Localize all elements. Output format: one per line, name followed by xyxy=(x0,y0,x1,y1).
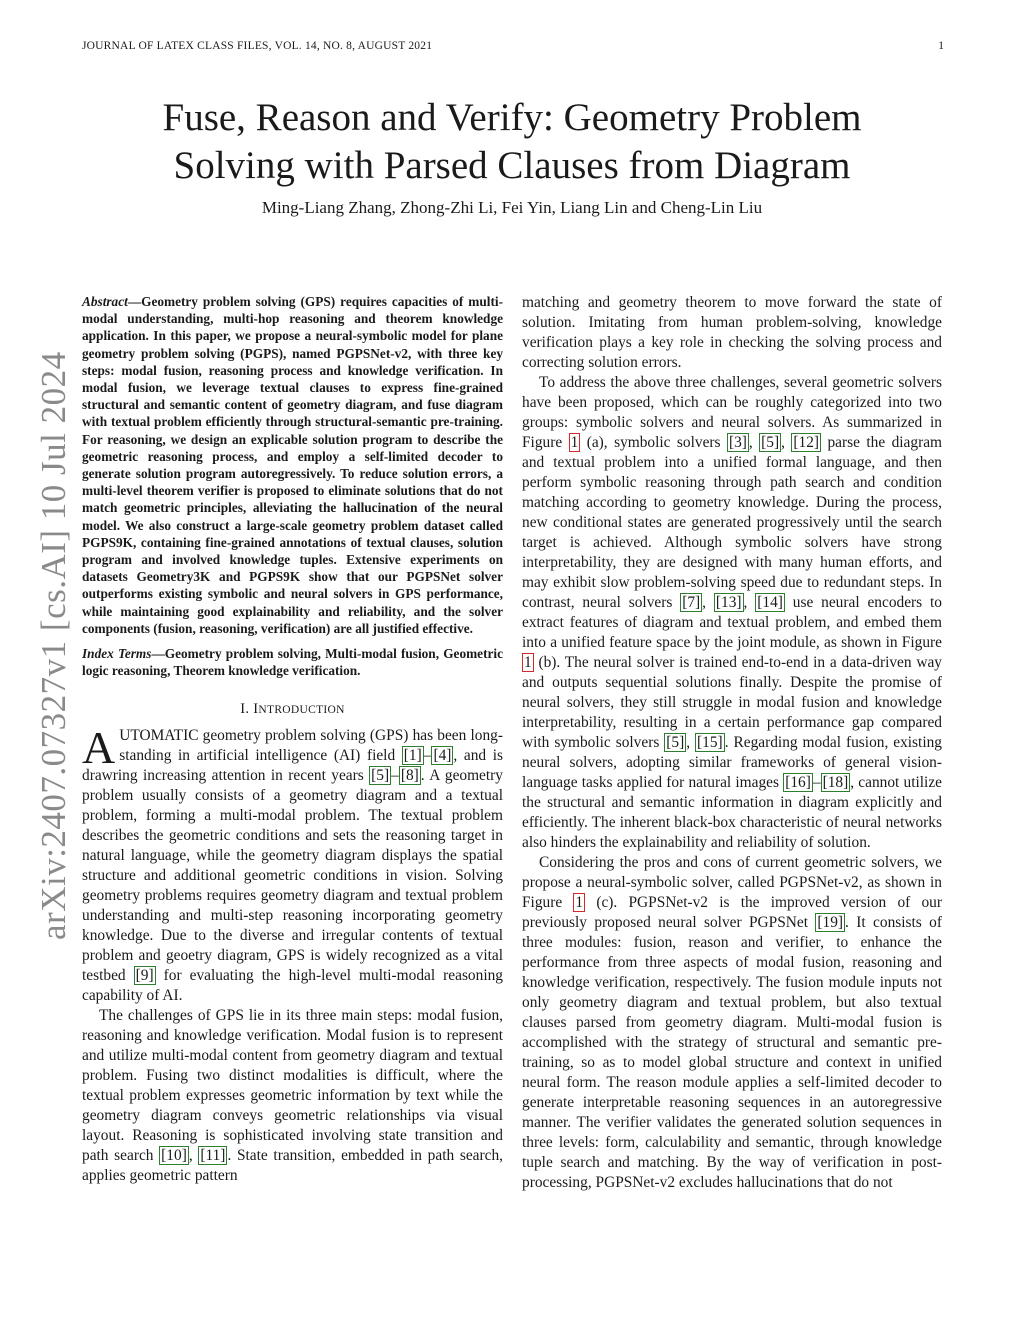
citation-link[interactable]: [1] xyxy=(403,747,422,765)
left-column xyxy=(82,293,503,1186)
citation-link[interactable]: [5] xyxy=(666,734,685,751)
citation-link[interactable]: [9] xyxy=(135,967,154,985)
title-line-1: Fuse, Reason and Verify: Geometry Problem xyxy=(162,96,862,139)
intro-paragraph-4: Considering the pros and cons of current geometric solvers, we propose a neural-symbolic solver, called PGPSNet-v2, as shown in Figure 1 (c). PGPSNet-v2 is the improved version of our previously proposed neural solver PGPSNet [19] . It consists of three modules: fusion, reason and verifier, to enhance the performance from three aspects of modal fusion, reasoning and knowledge verification, respectively. The fusion module inputs not only geometry diagram and textual problem, but also textual clauses parsed from geometry diagram. Multi-modal fusion is accomplished with the strategy of structural and semantic pre-training, so as to model global structure and context in unified neural form. The reason module applies a self-limited decoder to generate interpretable reasoning sequences in an autoregressive manner. The verifier validates the generated solution sequences in three levels: form, calculability and semantic, through knowledge tuple search and matching. By the way of verification in post-processing, PGPSNet-v2 excludes hallucinations that do not xyxy=(522,854,943,1191)
paper-title xyxy=(82,94,942,190)
citation-link[interactable]: [11] xyxy=(200,1147,226,1165)
index-terms-text: —Geometry problem solving, Multi-modal fusion, Geometric logic reasoning, Theorem knowledge verification. xyxy=(82,646,504,679)
citation-link[interactable]: [7] xyxy=(682,594,701,611)
citation-link[interactable]: [14] xyxy=(757,594,783,611)
intro-paragraph-1: AUTOMATIC geometry problem solving (GPS) has been long-standing in artificial intelligence (AI) field [1] – [4] , and is drawring increasing attention in recent years [5] – [8] . A geometry problem usually consists of a geometry diagram and a textual problem, forming a multi-modal problem. The textual problem describes the geometric conditions and sets the reasoning target in natural language, while the geometry diagram displays the spatial structure and additional geometric conditions in vision. Solving geometry problems requires geometry diagram and textual problem understanding and multi-step reasoning incorporating geometry knowledge. Due to the diverse and irregular contents of textual problem and geoetry diagram, GPS is widely recognized as a vital testbed [9] for evaluating the high-level multi-modal reasoning capability of AI. xyxy=(82,722,503,1005)
citation-link[interactable]: [13] xyxy=(715,594,742,611)
index-terms-lead: Index Terms xyxy=(82,646,152,662)
intro-paragraph-2-right-head: matching and geometry theorem to move forward the state of solution. Imitating from human problem-solving, knowledge verification plays a key role in checking the solving process and correcting solution errors. xyxy=(522,294,942,371)
intro-paragraph-3: To address the above three challenges, several geometric solvers have been proposed, which can be roughly categorized into two groups: symbolic solvers and neural solvers. As summarized in Figure 1 (a), symbolic solvers [3] , [5] , [12] parse the diagram and textual problem into a unified formal language, and then perform symbolic reasoning through path search and condition matching according to geometry knowledge. During the process, new conditional states are generated progressively until the search target is achieved. Although symbolic solvers have strong interpretability, they are designed with many human efforts, and may exhibit slow problem-solving speed due to redundant steps. In contrast, neural solvers [7] , [13] , [14] use neural encoders to extract features of diagram and textual problem, and embed them into a unified feature space by the joint module, as shown in Figure 1 (b). The neural solver is trained end-to-end in a data-driven way and outputs sequential solutions finally. Despite the promise of neural solvers, they still struggle in modal fusion and knowledge interpretability, resulting in a certain performance gap compared with symbolic solvers [5] , [15] . Regarding modal fusion, existing neural solvers, adopting similar frameworks of general vision-language tasks applied for natural images [16] – [18] , cannot utilize the structural and semantic information in diagram explicitly and efficiently. The inherent black-box characteristic of neural networks also hinders the explainability and reliability of solution. xyxy=(522,374,943,851)
citation-link[interactable]: [8] xyxy=(400,767,419,785)
citation-link[interactable]: [5] xyxy=(761,434,780,451)
citation-link[interactable]: [18] xyxy=(822,774,849,791)
abstract-lead: Abstract xyxy=(82,294,128,309)
abstract xyxy=(82,293,503,637)
right-column xyxy=(522,293,942,1193)
figure-link[interactable]: 1 xyxy=(575,894,584,911)
citation-link[interactable]: [4] xyxy=(433,747,452,765)
abstract-text: —Geometry problem solving (GPS) requires capacities of multi-modal understanding, multi-hop reasoning and theorem knowledge application. In this paper, we propose a neural-symbolic model for plane geometry problem solving (PGPS), named PGPSNet-v2, with three key steps: modal fusion, reasoning process and knowledge verification. In modal fusion, we leverage textual clauses to express fine-grained structural and semantic content of geometry diagram, and fuse diagram with textual problem efficiently through structural-semantic pre-training. For reasoning, we design an explicable solution program to describe the geometric reasoning process, and employ a self-limited decoder to generate solution program autoregressively. To reduce solution errors, a multi-level theorem verifier is proposed to eliminate solutions that do not match geometric principles, alleviating the hallucination of the neural model. We also construct a large-scale geometry problem dataset called PGPS9K, containing fine-grained annotations of textual clauses, solution program and involved knowledge tuples. Extensive experiments on datasets Geometry3K and PGPS9K show that our PGPSNet solver outperforms existing symbolic and neural solvers in GPS performance, while maintaining good explainability and reliability, and the solver components (fusion, reasoning, verification) are all justified effective. xyxy=(82,294,503,636)
citation-link[interactable]: [16] xyxy=(785,774,811,791)
citation-link[interactable]: [3] xyxy=(728,434,747,451)
citation-link[interactable]: [19] xyxy=(817,914,844,931)
arxiv-watermark: arXiv:2407.07327v1 [cs.AI] 10 Jul 2024 xyxy=(34,351,73,940)
figure-link[interactable]: 1 xyxy=(570,434,579,451)
citation-link[interactable]: [12] xyxy=(793,434,820,451)
citation-link[interactable]: [15] xyxy=(697,734,723,751)
citation-link[interactable]: [10] xyxy=(161,1147,187,1165)
title-line-2: Solving with Parsed Clauses from Diagram xyxy=(173,144,851,187)
intro-paragraph-2-left-tail: . State transition, embedded in path search, applies geometric pattern xyxy=(82,1147,503,1185)
figure-link[interactable]: 1 xyxy=(524,654,532,671)
drop-cap: A xyxy=(82,722,116,774)
running-header: JOURNAL OF LATEX CLASS FILES, VOL. 14, NO. 8, AUGUST 2021 xyxy=(82,40,433,52)
intro-paragraph-2: The challenges of GPS lie in its three main steps: modal fusion, reasoning and knowledge verification. Modal fusion is to represent and utilize multi-modal content from geometry diagram and textual problem. Fusing two distinct modalities is difficult, where the textual problem expresses geometric information by text while the geometry diagram conveys geometric relationships via visual layout. Reasoning is sophisticated involving state transition and path search [10] , [11] . State transition, embedded in path search, applies geometric pattern xyxy=(82,1007,503,1185)
section-heading-introduction: I. INTRODUCTION xyxy=(240,701,345,718)
citation-link[interactable]: [5] xyxy=(371,767,390,785)
index-terms xyxy=(82,645,503,679)
intro-paragraph-2-continued xyxy=(522,293,942,373)
page-number: 1 xyxy=(938,40,944,52)
author-list: Ming-Liang Zhang, Zhong-Zhi Li, Fei Yin, Liang Lin and Cheng-Lin Liu xyxy=(261,198,763,217)
